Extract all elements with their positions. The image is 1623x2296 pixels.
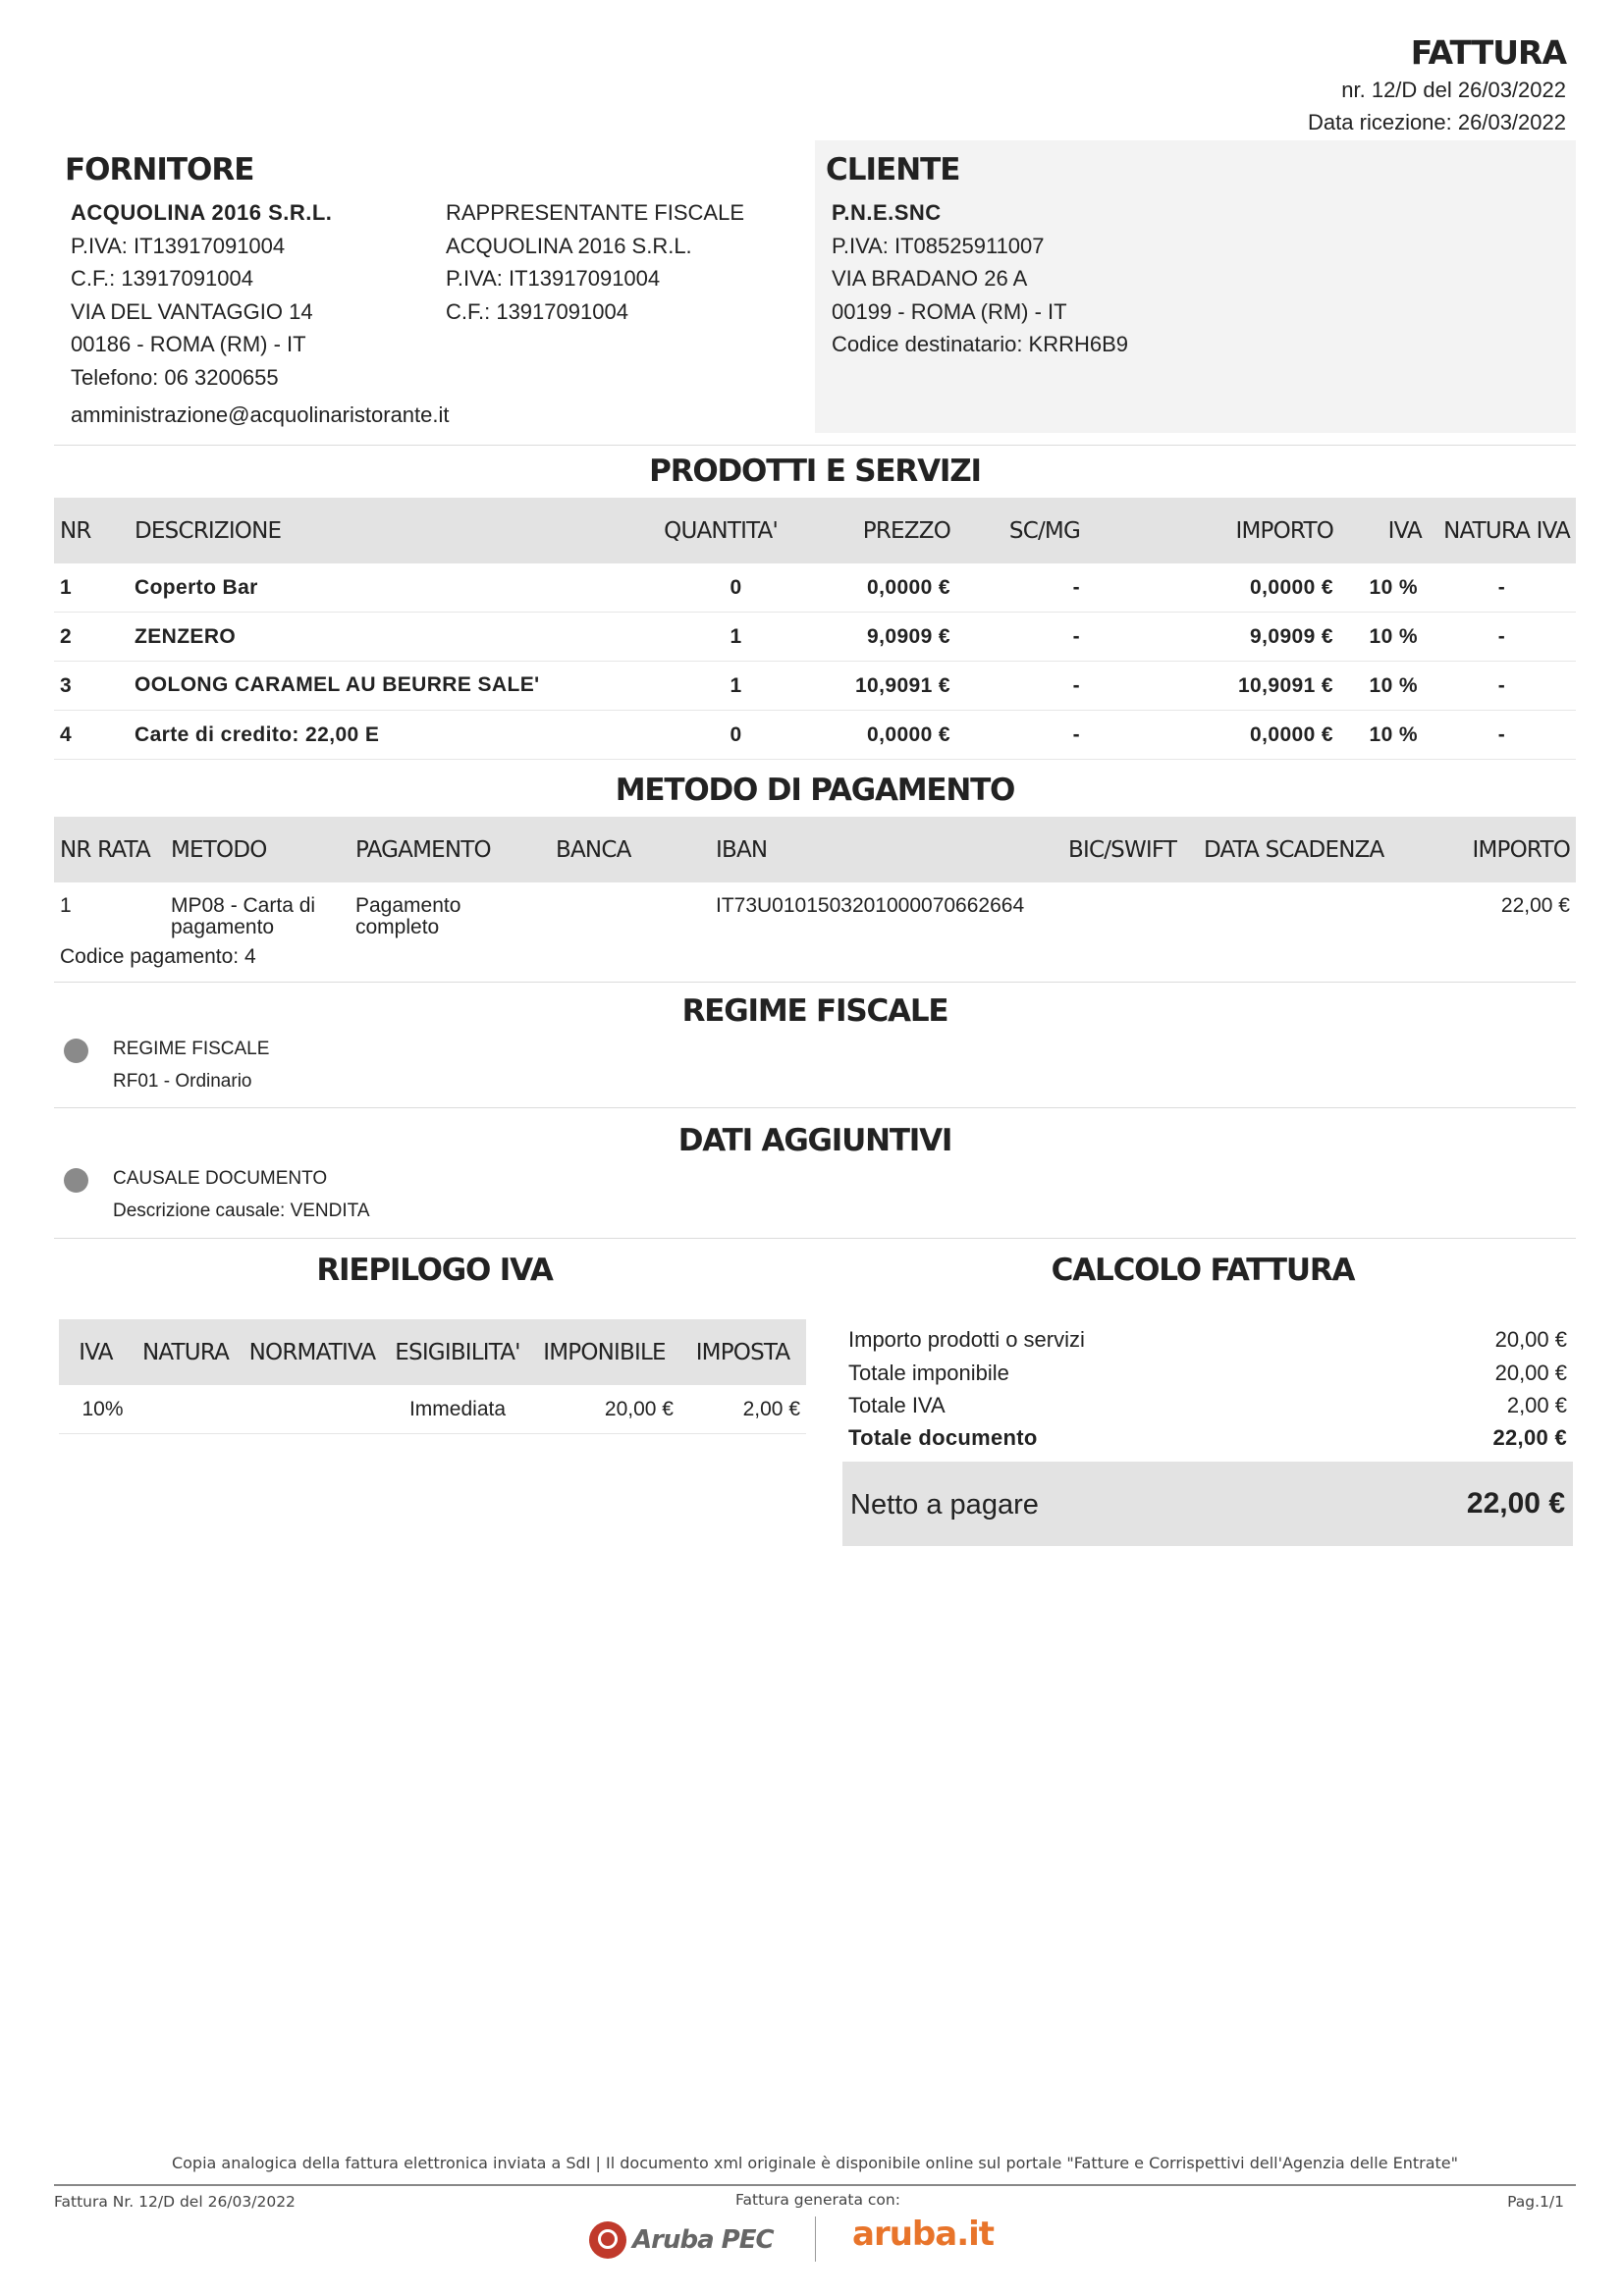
rata-nr: 1 [60, 894, 72, 917]
fornitore-city: 00186 - ROMA (RM) - IT [71, 332, 306, 356]
divider [54, 445, 1576, 446]
calcolo-row [848, 1327, 1567, 1353]
row-nr: 4 [54, 711, 129, 760]
codice-pagamento: Codice pagamento: 4 [60, 945, 256, 968]
regime-label: REGIME FISCALE [113, 1039, 270, 1059]
fornitore-block [71, 196, 332, 394]
table-row [59, 1385, 806, 1434]
riepilogo-imposta: 2,00 € [679, 1385, 806, 1434]
rappresentante-block [446, 196, 744, 328]
rappresentante-cf: C.F.: 13917091004 [446, 298, 628, 324]
rata-metodo: MP08 - Carta di pagamento [171, 894, 316, 938]
fornitore-name: ACQUOLINA 2016 S.R.L. [71, 200, 333, 225]
footer-center: Fattura generata con: [735, 2191, 900, 2209]
col-bic: BIC/SWIFT [1062, 817, 1198, 882]
row-sc: - [956, 662, 1119, 711]
row-price: 0,0000 € [784, 563, 956, 613]
cliente-city: 00199 - ROMA (RM) - IT [832, 298, 1067, 324]
rata-iban: IT73U0101503201000070662664 [716, 894, 1025, 917]
regime-title: REGIME FISCALE [681, 993, 948, 1029]
arubapec-logo[interactable] [589, 2220, 774, 2260]
row-natura: - [1428, 662, 1576, 711]
col-iva: IVA [1339, 498, 1428, 563]
row-natura: - [1428, 563, 1576, 613]
rata-bic [1062, 882, 1198, 950]
row-amount: 9,0909 € [1119, 613, 1339, 662]
row-iva: 10 % [1339, 711, 1428, 760]
arubapec-text: Aruba PEC [632, 2225, 774, 2255]
footer-divider [54, 2184, 1576, 2186]
calcolo-value: 2,00 € [1506, 1393, 1567, 1417]
document-title: FATTURA [1410, 33, 1566, 72]
row-iva: 10 % [1339, 613, 1428, 662]
pagamento-table [54, 817, 1576, 950]
row-sc: - [956, 613, 1119, 662]
row-desc: Coperto Bar [129, 563, 596, 613]
footer-left: Fattura Nr. 12/D del 26/03/2022 [54, 2193, 296, 2211]
calcolo-title: CALCOLO FATTURA [1051, 1253, 1355, 1288]
riepilogo-title: RIEPILOGO IVA [316, 1253, 553, 1288]
rata-importo: 22,00 € [1500, 894, 1570, 917]
fornitore-cf: C.F.: 13917091004 [71, 266, 253, 291]
cliente-piva: P.IVA: IT08525911007 [832, 233, 1045, 258]
dati-value: Descrizione causale: VENDITA [113, 1201, 370, 1221]
calcolo-value: 20,00 € [1494, 1327, 1567, 1352]
row-natura: - [1428, 711, 1576, 760]
row-qty: 1 [596, 662, 784, 711]
arubait-logo[interactable]: aruba.it [852, 2215, 995, 2254]
calcolo-value: 22,00 € [1492, 1425, 1567, 1450]
cliente-codice: Codice destinatario: KRRH6B9 [832, 332, 1129, 356]
cliente-address: VIA BRADANO 26 A [832, 266, 1028, 291]
col-descrizione: DESCRIZIONE [129, 498, 596, 563]
row-sc: - [956, 711, 1119, 760]
row-qty: 0 [596, 563, 784, 613]
calcolo-row-totale [848, 1425, 1567, 1451]
riepilogo-normativa [239, 1385, 386, 1434]
calcolo-value: 20,00 € [1494, 1361, 1567, 1385]
table-row [54, 613, 1576, 662]
rata-scadenza [1198, 882, 1424, 950]
col-prezzo: PREZZO [784, 498, 956, 563]
regime-value: RF01 - Ordinario [113, 1071, 252, 1092]
calcolo-label: Totale IVA [848, 1393, 946, 1417]
row-nr: 2 [54, 613, 129, 662]
prodotti-header-row [54, 498, 1576, 563]
table-row [54, 711, 1576, 760]
received-date: Data ricezione: 26/03/2022 [1308, 110, 1566, 134]
calcolo-label: Importo prodotti o servizi [848, 1327, 1085, 1352]
calcolo-label: Totale documento [848, 1425, 1038, 1450]
row-price: 0,0000 € [784, 711, 956, 760]
col-iva: IVA [59, 1319, 133, 1385]
table-row [54, 563, 1576, 613]
row-iva: 10 % [1339, 662, 1428, 711]
fornitore-title: FORNITORE [65, 152, 254, 187]
col-iban: IBAN [710, 817, 1062, 882]
table-row [54, 882, 1576, 950]
fornitore-email: amministrazione@acquolinaristorante.it [71, 402, 450, 427]
dati-label: CAUSALE DOCUMENTO [113, 1168, 328, 1189]
row-natura: - [1428, 613, 1576, 662]
col-nr-rata: NR RATA [54, 817, 165, 882]
row-sc: - [956, 563, 1119, 613]
prodotti-table [54, 498, 1576, 760]
col-normativa: NORMATIVA [239, 1319, 386, 1385]
netto-label: Netto a pagare [850, 1489, 1039, 1521]
riepilogo-header-row [59, 1319, 806, 1385]
row-iva: 10 % [1339, 563, 1428, 613]
fornitore-piva: P.IVA: IT13917091004 [71, 233, 286, 258]
calcolo-row [848, 1393, 1567, 1418]
col-quantita: QUANTITA' [596, 498, 784, 563]
col-importo: IMPORTO [1119, 498, 1339, 563]
row-desc: Carte di credito: 22,00 E [129, 711, 596, 760]
row-desc: ZENZERO [129, 613, 596, 662]
riepilogo-table [59, 1319, 806, 1434]
col-imposta: IMPOSTA [679, 1319, 806, 1385]
col-metodo: METODO [165, 817, 350, 882]
cliente-name: P.N.E.SNC [832, 200, 942, 225]
calcolo-row [848, 1361, 1567, 1386]
rappresentante-title: RAPPRESENTANTE FISCALE [446, 200, 744, 225]
arubapec-seal-icon [589, 2221, 626, 2259]
divider [54, 982, 1576, 983]
row-price: 9,0909 € [784, 613, 956, 662]
rappresentante-name: ACQUOLINA 2016 S.R.L. [446, 233, 692, 258]
footer-page: Pag.1/1 [1507, 2193, 1564, 2211]
row-qty: 0 [596, 711, 784, 760]
col-nr: NR [54, 498, 129, 563]
rata-pagamento: Pagamento completo [355, 894, 461, 938]
row-qty: 1 [596, 613, 784, 662]
document-number: nr. 12/D del 26/03/2022 [1341, 78, 1566, 102]
divider [54, 1238, 1576, 1239]
row-amount: 10,9091 € [1119, 662, 1339, 711]
calcolo-label: Totale imponibile [848, 1361, 1009, 1385]
regime-bullet-icon [64, 1039, 88, 1063]
col-natura: NATURA [133, 1319, 239, 1385]
cliente-title: CLIENTE [826, 152, 960, 187]
col-sconto: SC/MG [956, 498, 1119, 563]
col-pagamento: PAGAMENTO [350, 817, 550, 882]
rata-banca [550, 882, 710, 950]
divider [54, 1107, 1576, 1108]
pagamento-header-row [54, 817, 1576, 882]
cliente-block [832, 196, 1128, 361]
riepilogo-imponibile: 20,00 € [529, 1385, 679, 1434]
dati-bullet-icon [64, 1168, 88, 1193]
col-esigibilita: ESIGIBILITA' [386, 1319, 529, 1385]
riepilogo-esigibilita: Immediata [386, 1385, 529, 1434]
col-imponibile: IMPONIBILE [529, 1319, 679, 1385]
prodotti-title: PRODOTTI E SERVIZI [649, 454, 981, 489]
logo-separator [815, 2216, 816, 2262]
fornitore-phone: Telefono: 06 3200655 [71, 364, 279, 390]
footer-disclaimer: Copia analogica della fattura elettronica inviata a SdI | Il documento xml originale è disponibile online sul portale "Fatture e Corrispettivi dell'Agenzia delle Entrate" [171, 2154, 1459, 2172]
row-nr: 3 [54, 662, 129, 711]
netto-box [842, 1462, 1573, 1546]
netto-value: 22,00 € [1466, 1487, 1565, 1520]
dati-title: DATI AGGIUNTIVI [677, 1123, 952, 1158]
row-amount: 0,0000 € [1119, 711, 1339, 760]
riepilogo-natura [133, 1385, 239, 1434]
rappresentante-piva: P.IVA: IT13917091004 [446, 266, 661, 291]
col-importo-rata: IMPORTO [1424, 817, 1576, 882]
row-amount: 0,0000 € [1119, 563, 1339, 613]
col-natura-iva: NATURA IVA [1428, 498, 1576, 563]
col-banca: BANCA [550, 817, 710, 882]
fornitore-address: VIA DEL VANTAGGIO 14 [71, 298, 313, 324]
row-price: 10,9091 € [784, 662, 956, 711]
col-scadenza: DATA SCADENZA [1198, 817, 1424, 882]
row-desc: OOLONG CARAMEL AU BEURRE SALE' [129, 662, 596, 711]
riepilogo-iva: 10% [59, 1385, 133, 1434]
row-nr: 1 [54, 563, 129, 613]
table-row [54, 662, 1576, 711]
pagamento-title: METODO DI PAGAMENTO [615, 773, 1015, 808]
